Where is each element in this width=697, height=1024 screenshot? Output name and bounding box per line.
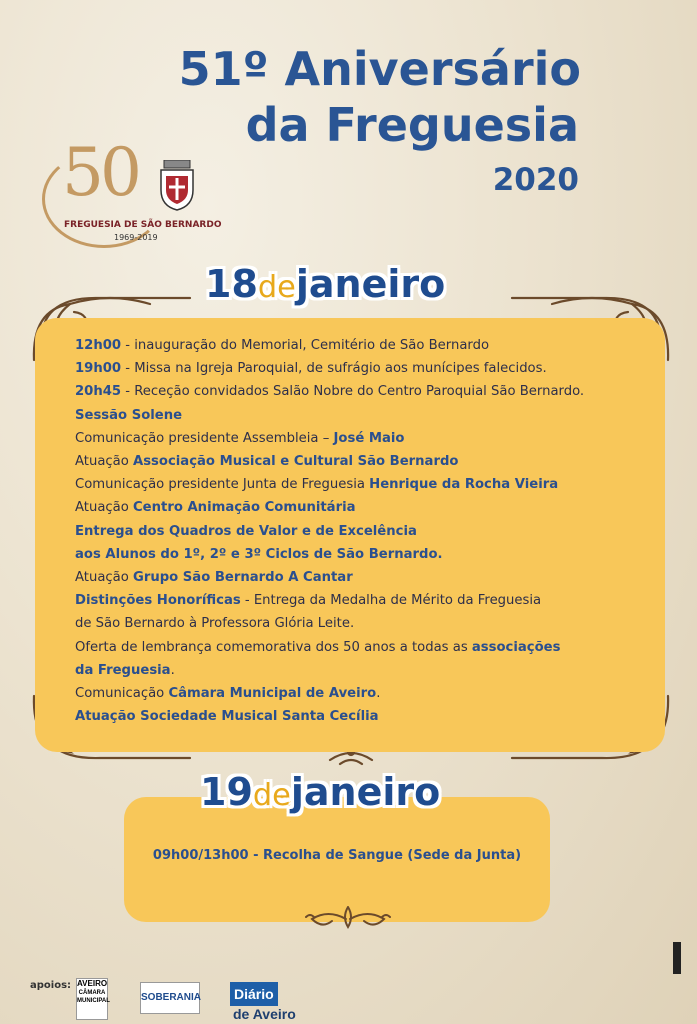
event-text: Comunicação presidente Assembleia – (75, 430, 334, 446)
event-text: de São Bernardo à Professora Glória Leite. (75, 616, 355, 632)
logo-years: 1969-2019 (114, 233, 158, 242)
day2-event: 09h00/13h00 - Recolha de Sangue (Sede da Junta) (152, 848, 522, 863)
event-text: . (170, 662, 175, 678)
event-highlight: associações (471, 639, 561, 655)
event-text: Atuação (75, 500, 133, 516)
title-year: 2020 (492, 162, 579, 198)
event-highlight: Henrique da Rocha Vieira (369, 477, 559, 493)
day1-number: 18 (205, 262, 258, 306)
event-line (75, 427, 665, 450)
day1-heading (205, 262, 445, 306)
event-line (75, 659, 665, 682)
event-highlight: 12h00 (75, 338, 122, 353)
event-highlight: Associação Musical e Cultural São Bernardo (133, 454, 459, 470)
event-highlight: 19h00 (75, 361, 122, 377)
logo-caption: FREGUESIA DE SÃO BERNARDO (64, 220, 222, 230)
event-text: Comunicação presidente Junta de Freguesia (75, 477, 370, 493)
day2-de: de (252, 778, 291, 813)
event-text: - Missa na Igreja Paroquial, de sufrágio aos munícipes falecidos. (121, 361, 547, 377)
event-highlight: Centro Animação Comunitária (133, 500, 356, 516)
event-highlight: da Freguesia (75, 662, 171, 678)
event-line (75, 404, 665, 427)
event-line (75, 520, 665, 543)
sponsor-soberania: SOBERANIA (140, 982, 200, 1014)
event-line (75, 705, 665, 728)
event-line (75, 543, 665, 566)
day2-number: 19 (200, 770, 253, 814)
crest-icon (158, 160, 196, 212)
day1-de: de (257, 270, 296, 305)
event-line (75, 334, 665, 357)
event-line (75, 450, 665, 473)
day1-event-list (75, 334, 665, 728)
event-text: Comunicação (75, 686, 169, 702)
event-line (75, 589, 665, 612)
event-highlight: Distinções Honoríficas (75, 593, 241, 609)
event-text: Atuação (75, 454, 133, 470)
event-line (75, 496, 665, 519)
event-highlight: Sessão Solene (75, 407, 183, 423)
event-highlight: Entrega dos Quadros de Valor e de Excelência (75, 523, 417, 539)
event-line (75, 682, 665, 705)
sponsor1-subtitle: CÂMARA MUNICIPAL (77, 990, 110, 1004)
event-line (75, 566, 665, 589)
day2-heading (200, 770, 440, 814)
event-line (75, 380, 665, 403)
event-highlight: Grupo São Bernardo A Cantar (133, 570, 353, 586)
sponsor3-part1: Diário (230, 982, 278, 1006)
event-line (75, 612, 665, 635)
event-highlight: José Maio (333, 430, 405, 446)
event-line (75, 636, 665, 659)
event-highlight: Atuação Sociedade Musical Santa Cecília (75, 709, 379, 725)
supporters-label: apoios: (30, 980, 72, 991)
event-text: - Entrega da Medalha de Mérito da Freguesia (240, 593, 542, 609)
title-line-1: 51º Aniversário (178, 42, 581, 96)
event-highlight: Câmara Municipal de Aveiro (168, 686, 377, 702)
event-line (75, 473, 665, 496)
ornament-icon (302, 903, 394, 933)
event-line (75, 357, 665, 380)
sponsor1-name: AVEIRO (77, 979, 108, 988)
event-text: . (376, 686, 381, 702)
event-highlight: aos Alunos do 1º, 2º e 3º Ciclos de São Bernardo. (75, 546, 443, 562)
event-text: Oferta de lembrança comemorativa dos 50 anos a todas as (75, 639, 472, 655)
title-line-2: da Freguesia (245, 98, 579, 152)
event-text: - Receção convidados Salão Nobre do Centro Paroquial São Bernardo. (121, 384, 585, 400)
event-text: Atuação (75, 570, 133, 586)
event-text: - inauguração do Memorial, Cemitério de São Bernardo (121, 338, 490, 353)
printer-mark-icon (670, 940, 684, 976)
day1-month: janeiro (295, 262, 446, 306)
event-highlight: 20h45 (75, 384, 122, 400)
sponsor-camara-aveiro (76, 978, 108, 1020)
logo-number: 50 (62, 134, 138, 211)
sponsor-diario-aveiro (230, 982, 330, 1022)
day2-month: janeiro (290, 770, 441, 814)
sponsor3-part2: de Aveiro (233, 1006, 296, 1022)
